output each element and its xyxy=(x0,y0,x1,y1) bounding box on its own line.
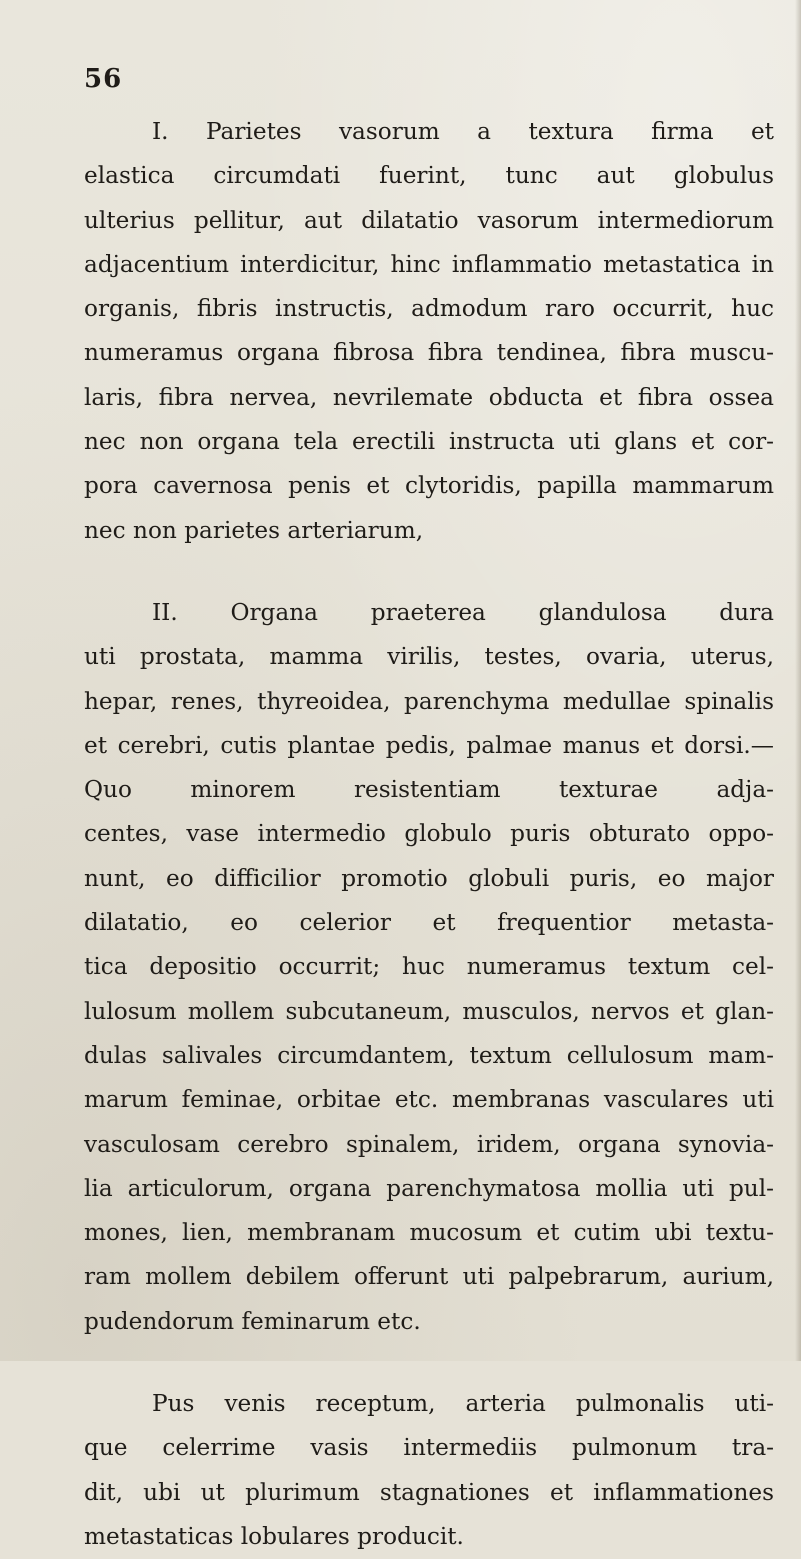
paragraph-gap xyxy=(84,553,774,591)
text-line: laris, fibra nervea, nevrilemate obducta et fibra ossea xyxy=(84,383,774,411)
text-line: I. Parietes vasorum a textura firma et xyxy=(152,118,774,145)
text-line: metastaticas lobulares producit. xyxy=(84,1522,464,1550)
text-line: elastica circumdati fuerint, tunc aut globulus xyxy=(84,162,774,190)
text-line: nunt, eo difficilior promotio globuli puris, eo major xyxy=(84,864,774,892)
paragraph-1 xyxy=(84,110,774,553)
page-number: 56 xyxy=(84,64,123,94)
text-line: pudendorum feminarum etc. xyxy=(84,1307,421,1335)
text-line: numeramus organa fibrosa fibra tendinea, fibra muscu- xyxy=(84,339,774,367)
page-edge-shadow xyxy=(795,0,801,1361)
paragraph-3 xyxy=(84,1382,774,1559)
text-line: marum feminae, orbitae etc. membranas vasculares uti xyxy=(84,1086,774,1114)
text-line: nec non organa tela erectili instructa uti glans et cor- xyxy=(84,428,774,456)
text-line: lulosum mollem subcutaneum, musculos, nervos et glan- xyxy=(84,997,774,1025)
text-line: Pus venis receptum, arteria pulmonalis uti- xyxy=(152,1390,774,1418)
text-line: ram mollem debilem offerunt uti palpebrarum, aurium, xyxy=(84,1263,774,1291)
text-line: dit, ubi ut plurimum stagnationes et inflammationes xyxy=(84,1478,774,1506)
paragraph-2 xyxy=(84,591,774,1344)
text-line: ulterius pellitur, aut dilatatio vasorum intermediorum xyxy=(84,206,774,234)
text-line: vasculosam cerebro spinalem, iridem, organa synovia- xyxy=(84,1130,774,1158)
text-line: dulas salivales circumdantem, textum cellulosum mam- xyxy=(84,1041,774,1069)
body-text xyxy=(84,110,774,1559)
text-line: II. Organa praeterea glandulosa dura xyxy=(152,598,774,626)
text-line: nec non parietes arteriarum, xyxy=(84,516,424,544)
text-line: mones, lien, membranam mucosum et cutim ubi textu- xyxy=(84,1219,774,1247)
text-line: tica depositio occurrit; huc numeramus textum cel- xyxy=(84,953,774,981)
text-line: que celerrime vasis intermediis pulmonum tra- xyxy=(84,1434,774,1462)
text-line: lia articulorum, organa parenchymatosa mollia uti pul- xyxy=(84,1174,774,1202)
text-line: centes, vase intermedio globulo puris obturato oppo- xyxy=(84,820,774,848)
text-line: organis, fibris instructis, admodum raro occurrit, huc xyxy=(84,295,774,323)
text-line: Quo minorem resistentiam texturae adja- xyxy=(84,776,774,804)
text-line: uti prostata, mamma virilis, testes, ovaria, uterus, xyxy=(84,643,774,671)
text-line: hepar, renes, thyreoidea, parenchyma medullae spinalis xyxy=(84,687,774,715)
text-line: et cerebri, cutis plantae pedis, palmae manus et dorsi.— xyxy=(84,731,774,759)
text-line: adjacentium interdicitur, hinc inflammatio metastatica in xyxy=(84,250,774,278)
text-line: dilatatio, eo celerior et frequentior metasta- xyxy=(84,909,774,937)
text-line: pora cavernosa penis et clytoridis, papilla mammarum xyxy=(84,472,774,500)
paragraph-gap xyxy=(84,1344,774,1382)
